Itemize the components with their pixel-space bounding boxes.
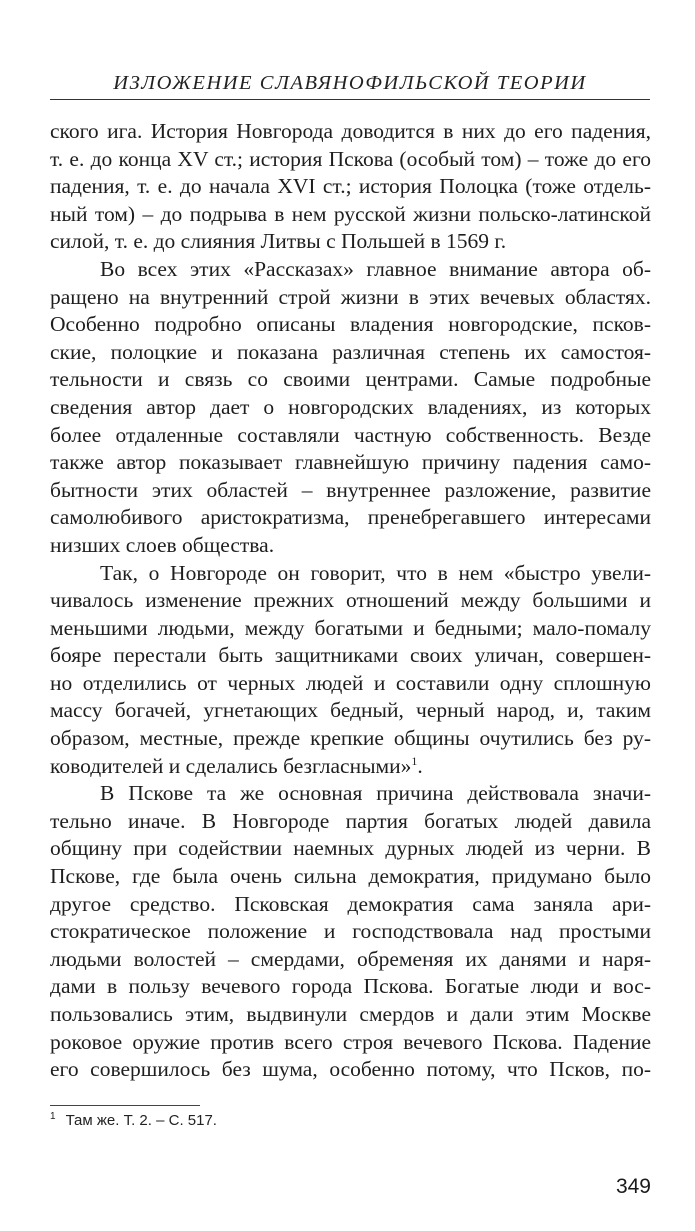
text-line: меньшими людьми, между богатыми и бедными; мало-помалу <box>50 615 651 640</box>
footnote-rule <box>50 1105 200 1106</box>
running-header: ИЗЛОЖЕНИЕ СЛАВЯНОФИЛЬСКОЙ ТЕОРИИ <box>113 72 587 94</box>
text-line: ный том) – до подрыва в нем русской жизни польско-латинской <box>50 201 651 226</box>
paragraph-1 <box>50 118 651 256</box>
text-line: более отдаленные составляли частную собственность. Везде <box>50 422 651 447</box>
text-line: массу богачей, угнетающих бедный, черный народ, и, таким <box>50 698 651 723</box>
text-line: пользовались этим, выдвинули смердов и дали этим Москве <box>50 1002 651 1026</box>
paragraph-2 <box>50 256 651 560</box>
text-line: роковое оружие против всего строя вечевого Пскова. Падение <box>50 1029 651 1054</box>
text-line: Особенно подробно описаны владения новгородские, псков- <box>50 312 651 337</box>
text-line: т. е. до конца XV ст.; история Пскова (особый том) – тоже до его <box>50 146 651 171</box>
text-line: сведения автор дает о новгородских владениях, из которых <box>50 394 651 419</box>
text-line: другое средство. Псковская демократия сама заняла ари- <box>50 891 651 916</box>
header-rule <box>50 99 650 100</box>
text-line: людьми волостей – смердами, обременяя их данями и наря- <box>50 946 651 971</box>
text-line: ращено на внутренний строй жизни в этих вечевых областях. <box>50 284 651 309</box>
text-line: также автор показывает главнейшую причину падения само- <box>50 450 651 475</box>
paragraph-4 <box>50 780 651 1084</box>
footnote-number: 1 <box>50 1111 56 1122</box>
text-line: ские, полоцкие и показана различная степень их самостоя- <box>50 339 651 364</box>
text-line: падения, т. е. до начала XVI ст.; история Полоцка (тоже отдель- <box>50 174 651 199</box>
text-line: низших слоев общества. <box>50 532 275 557</box>
text-line: чивалось изменение прежних отношений между большими и <box>50 588 651 613</box>
text-line: Так, о Новгороде он говорит, что в нем «быстро увели- <box>100 560 651 585</box>
text-line: его совершилось без шума, особенно потому, что Псков, по- <box>50 1057 651 1082</box>
text-line: В Пскове та же основная причина действовала значи- <box>100 781 651 806</box>
text-line: тельности и связь со своими центрами. Самые подробные <box>50 367 651 392</box>
text-line: бояре перестали быть защитниками своих уличан, совершен- <box>50 643 651 668</box>
text-line: ского ига. История Новгорода доводится в них до его падения, <box>50 119 651 143</box>
text-line: стократическое положение и господствовала над простыми <box>50 919 651 944</box>
text-line: тельно иначе. В Новгороде партия богатых людей давила <box>50 808 651 833</box>
footnote <box>50 1111 217 1131</box>
sentence-end: . <box>417 753 423 778</box>
footnote-text: Там же. Т. 2. – С. 517. <box>65 1112 217 1129</box>
text-line: силой, т. е. до слияния Литвы с Польшей в 1569 г. <box>50 229 507 254</box>
text-line: самолюбивого аристократизма, пренебрегавшего интересами <box>50 505 651 530</box>
text-line: Во всех этих «Рассказах» главное внимание автора об- <box>100 256 651 281</box>
text-line: дами в пользу вечевого города Пскова. Богатые люди и вос- <box>50 974 651 999</box>
page-number: 349 <box>615 1175 651 1198</box>
body-text <box>50 118 651 1084</box>
paragraph-3 <box>50 560 651 781</box>
text-line: образом, местные, прежде крепкие общины очутились без ру- <box>50 726 651 751</box>
text-line: но отделились от черных людей и составили одну сплошную <box>50 670 651 695</box>
text-line <box>50 753 651 781</box>
text-line: Пскове, где была очень сильна демократия, придумано было <box>50 864 651 889</box>
text-line-content: ководителей и сделались безгласными» <box>50 753 412 778</box>
text-line: общину при содействии наемных дурных людей из черни. В <box>50 836 651 861</box>
text-line: бытности этих областей – внутреннее разложение, развитие <box>50 477 651 502</box>
footnote-reference[interactable]: 1 <box>411 753 418 768</box>
